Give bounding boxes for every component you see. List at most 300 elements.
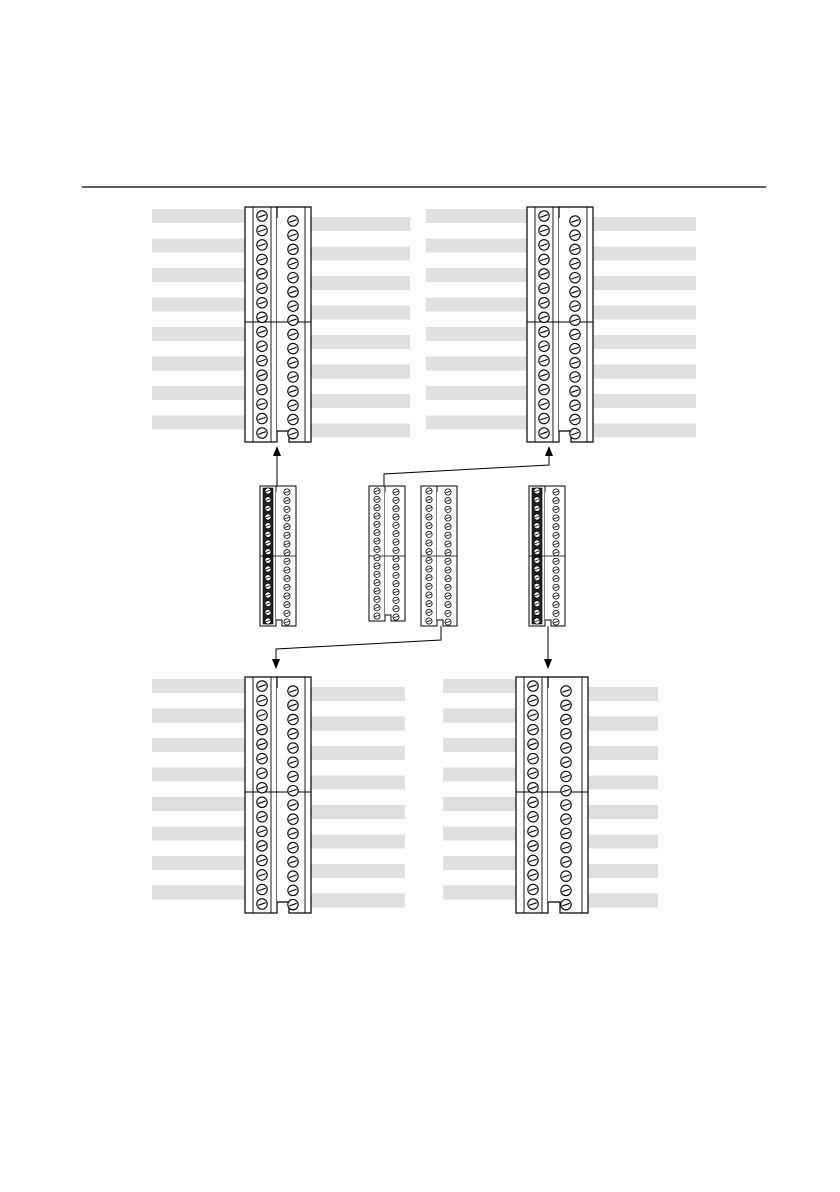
left-signal-label-bar <box>426 416 527 430</box>
terminal-screw-icon <box>265 592 271 598</box>
terminal-screw-icon <box>534 566 540 572</box>
terminal-screw-icon <box>288 828 298 838</box>
right-signal-label-bar <box>593 276 696 290</box>
terminal-screw-icon <box>393 564 399 570</box>
terminal-screw-icon <box>534 575 540 581</box>
right-signal-label-bar <box>311 276 410 290</box>
terminal-screw-icon <box>528 812 538 822</box>
terminal-screw-icon <box>265 618 271 624</box>
terminal-screw-icon <box>553 498 559 504</box>
terminal-screw-icon <box>257 739 267 749</box>
terminal-screw-icon <box>561 714 571 724</box>
right-signal-label-bar <box>588 687 658 701</box>
terminal-screw-icon <box>445 619 451 625</box>
terminal-screw-icon <box>534 592 540 598</box>
right-signal-label-bar <box>588 805 658 819</box>
terminal-screw-icon <box>284 558 290 564</box>
terminal-screw-icon <box>257 899 267 909</box>
terminal-screw-icon <box>257 312 267 322</box>
terminal-screw-icon <box>528 783 538 793</box>
terminal-screw-icon <box>288 358 298 368</box>
left-signal-label-bar <box>443 856 516 870</box>
right-signal-label-bar <box>311 247 410 261</box>
terminal-screw-icon <box>257 298 267 308</box>
right-signal-label-bar <box>311 306 410 320</box>
overview-terminal-block-small-1 <box>260 486 296 626</box>
left-signal-label-bar <box>426 209 527 223</box>
terminal-screw-icon <box>257 384 267 394</box>
left-signal-label-bar <box>152 298 245 312</box>
terminal-screw-icon <box>284 515 290 521</box>
terminal-screw-icon <box>257 884 267 894</box>
terminal-screw-icon <box>570 230 580 240</box>
terminal-screw-icon <box>426 609 432 615</box>
left-signal-label-bar <box>152 709 245 723</box>
terminal-screw-icon <box>528 681 538 691</box>
left-signal-label-bar <box>152 268 245 282</box>
left-signal-label-bar <box>152 327 245 341</box>
terminal-screw-icon <box>265 514 271 520</box>
right-signal-label-bar <box>311 687 405 701</box>
terminal-screw-icon <box>561 743 571 753</box>
terminal-screw-icon <box>553 619 559 625</box>
terminal-screw-icon <box>528 768 538 778</box>
left-signal-label-bar <box>443 827 516 841</box>
terminal-screw-icon <box>393 614 399 620</box>
right-signal-label-bar <box>311 335 410 349</box>
right-signal-label-bar <box>593 217 696 231</box>
terminal-screw-icon <box>445 567 451 573</box>
terminal-screw-icon <box>570 329 580 339</box>
terminal-screw-icon <box>553 515 559 521</box>
left-signal-label-bar <box>426 239 527 253</box>
terminal-screw-icon <box>539 370 549 380</box>
terminal-screw-icon <box>393 581 399 587</box>
terminal-screw-icon <box>570 372 580 382</box>
right-signal-label-bar <box>593 306 696 320</box>
left-signal-label-bar <box>152 239 245 253</box>
terminal-screw-icon <box>288 729 298 739</box>
right-signal-label-bar <box>311 365 410 379</box>
right-signal-label-bar <box>311 894 405 908</box>
left-signal-label-bar <box>152 357 245 371</box>
terminal-screw-icon <box>257 870 267 880</box>
terminal-screw-icon <box>539 240 549 250</box>
terminal-screw-icon <box>570 287 580 297</box>
right-signal-label-bar <box>588 894 658 908</box>
left-signal-label-bar <box>443 797 516 811</box>
terminal-screw-icon <box>553 593 559 599</box>
terminal-screw-icon <box>265 523 271 529</box>
terminal-screw-icon <box>534 557 540 563</box>
terminal-screw-icon <box>288 714 298 724</box>
terminal-screw-icon <box>426 514 432 520</box>
terminal-screw-icon <box>539 384 549 394</box>
terminal-screw-icon <box>288 400 298 410</box>
left-signal-label-bar <box>426 268 527 282</box>
right-signal-label-bar <box>593 394 696 408</box>
left-signal-label-bar <box>152 797 245 811</box>
terminal-screw-icon <box>445 610 451 616</box>
terminal-screw-icon <box>257 826 267 836</box>
terminal-screw-icon <box>553 532 559 538</box>
terminal-screw-icon <box>288 386 298 396</box>
terminal-screw-icon <box>284 602 290 608</box>
terminal-screw-icon <box>534 488 540 494</box>
terminal-screw-icon <box>534 505 540 511</box>
terminal-screw-icon <box>257 768 267 778</box>
terminal-screw-icon <box>374 563 380 569</box>
right-signal-label-bar <box>311 217 410 231</box>
terminal-screw-icon <box>445 558 451 564</box>
terminal-screw-icon <box>393 589 399 595</box>
terminal-screw-icon <box>265 583 271 589</box>
terminal-screw-icon <box>553 584 559 590</box>
terminal-screw-icon <box>539 327 549 337</box>
right-signal-label-bar <box>311 864 405 878</box>
terminal-screw-icon <box>257 855 267 865</box>
terminal-screw-icon <box>393 497 399 503</box>
terminal-screw-icon <box>528 884 538 894</box>
terminal-screw-icon <box>553 489 559 495</box>
right-signal-label-bar <box>588 717 658 731</box>
terminal-screw-icon <box>445 550 451 556</box>
terminal-screw-icon <box>539 399 549 409</box>
terminal-screw-icon <box>288 785 298 795</box>
terminal-screw-icon <box>553 610 559 616</box>
terminal-screw-icon <box>534 523 540 529</box>
overview-terminal-block-small-4 <box>529 486 565 626</box>
connector-arrow <box>276 626 441 668</box>
left-signal-label-bar <box>152 386 245 400</box>
terminal-screw-icon <box>539 341 549 351</box>
terminal-screw-icon <box>539 413 549 423</box>
right-signal-label-bar <box>311 835 405 849</box>
terminal-screw-icon <box>257 211 267 221</box>
terminal-screw-icon <box>426 531 432 537</box>
terminal-screw-icon <box>284 619 290 625</box>
terminal-screw-icon <box>257 797 267 807</box>
left-signal-label-bar <box>152 209 245 223</box>
terminal-screw-icon <box>539 211 549 221</box>
terminal-screw-icon <box>288 301 298 311</box>
terminal-screw-icon <box>561 885 571 895</box>
terminal-screw-icon <box>426 488 432 494</box>
terminal-screw-icon <box>288 343 298 353</box>
terminal-screw-icon <box>257 681 267 691</box>
terminal-screw-icon <box>265 549 271 555</box>
terminal-screw-icon <box>561 686 571 696</box>
right-signal-label-bar <box>311 776 405 790</box>
terminal-screw-icon <box>393 547 399 553</box>
terminal-screw-icon <box>257 710 267 720</box>
terminal-screw-icon <box>426 549 432 555</box>
terminal-screw-icon <box>284 550 290 556</box>
terminal-screw-icon <box>288 686 298 696</box>
terminal-screw-icon <box>257 753 267 763</box>
terminal-screw-icon <box>426 618 432 624</box>
terminal-screw-icon <box>288 857 298 867</box>
terminal-screw-icon <box>561 800 571 810</box>
terminal-screw-icon <box>570 258 580 268</box>
terminal-screw-icon <box>426 566 432 572</box>
detail-terminal-block-bottom-left <box>245 677 311 913</box>
terminal-screw-icon <box>288 414 298 424</box>
terminal-screw-icon <box>570 386 580 396</box>
terminal-screw-icon <box>426 583 432 589</box>
terminal-screw-icon <box>539 269 549 279</box>
terminal-screw-icon <box>528 826 538 836</box>
right-signal-label-bar <box>593 365 696 379</box>
left-signal-label-bar <box>152 416 245 430</box>
terminal-screw-icon <box>393 489 399 495</box>
terminal-screw-icon <box>284 576 290 582</box>
terminal-screw-icon <box>284 541 290 547</box>
left-signal-label-bar <box>426 298 527 312</box>
terminal-screw-icon <box>393 514 399 520</box>
terminal-screw-icon <box>426 557 432 563</box>
terminal-screw-icon <box>570 414 580 424</box>
terminal-screw-icon <box>257 370 267 380</box>
terminal-screw-icon <box>426 505 432 511</box>
terminal-screw-icon <box>284 524 290 530</box>
terminal-screw-icon <box>445 524 451 530</box>
terminal-screw-icon <box>426 601 432 607</box>
terminal-screw-icon <box>570 400 580 410</box>
terminal-screw-icon <box>534 601 540 607</box>
terminal-screw-icon <box>257 355 267 365</box>
terminal-screw-icon <box>374 538 380 544</box>
terminal-screw-icon <box>288 244 298 254</box>
terminal-screw-icon <box>257 283 267 293</box>
left-signal-label-bar <box>152 856 245 870</box>
terminal-screw-icon <box>445 489 451 495</box>
terminal-screw-icon <box>393 506 399 512</box>
terminal-screw-icon <box>284 506 290 512</box>
terminal-screw-icon <box>561 729 571 739</box>
terminal-screw-icon <box>445 506 451 512</box>
terminal-screw-icon <box>374 596 380 602</box>
left-signal-label-bar <box>443 679 516 693</box>
detail-terminal-block-bottom-right <box>516 677 588 913</box>
terminal-screw-icon <box>539 428 549 438</box>
terminal-screw-icon <box>528 841 538 851</box>
terminal-screw-icon <box>528 870 538 880</box>
terminal-screw-icon <box>288 800 298 810</box>
left-signal-label-bar <box>426 327 527 341</box>
terminal-screw-icon <box>288 842 298 852</box>
terminal-screw-icon <box>561 899 571 909</box>
left-signal-label-bar <box>426 357 527 371</box>
terminal-screw-icon <box>426 540 432 546</box>
terminal-screw-icon <box>284 532 290 538</box>
terminal-screw-icon <box>265 488 271 494</box>
detail-terminal-block-top-left <box>245 207 311 442</box>
terminal-screw-icon <box>288 771 298 781</box>
terminal-screw-icon <box>374 513 380 519</box>
terminal-screw-icon <box>445 541 451 547</box>
terminal-screw-icon <box>288 885 298 895</box>
left-signal-label-bar <box>152 886 245 900</box>
terminal-screw-icon <box>539 298 549 308</box>
terminal-screw-icon <box>570 244 580 254</box>
terminal-screw-icon <box>393 539 399 545</box>
terminal-screw-icon <box>288 216 298 226</box>
terminal-screw-icon <box>570 343 580 353</box>
terminal-screw-icon <box>528 855 538 865</box>
right-signal-label-bar <box>311 717 405 731</box>
right-signal-label-bar <box>588 776 658 790</box>
terminal-screw-icon <box>265 497 271 503</box>
right-signal-label-bar <box>588 864 658 878</box>
terminal-screw-icon <box>265 566 271 572</box>
detail-terminal-block-top-right <box>527 207 593 442</box>
terminal-screw-icon <box>288 372 298 382</box>
left-signal-label-bar <box>443 709 516 723</box>
terminal-screw-icon <box>393 522 399 528</box>
terminal-screw-icon <box>284 498 290 504</box>
terminal-screw-icon <box>393 556 399 562</box>
terminal-screw-icon <box>539 225 549 235</box>
terminal-screw-icon <box>534 514 540 520</box>
terminal-screw-icon <box>553 524 559 530</box>
terminal-screw-icon <box>288 899 298 909</box>
right-signal-label-bar <box>588 746 658 760</box>
terminal-screw-icon <box>374 488 380 494</box>
terminal-screw-icon <box>539 355 549 365</box>
terminal-screw-icon <box>445 602 451 608</box>
terminal-screw-icon <box>528 724 538 734</box>
terminal-screw-icon <box>539 312 549 322</box>
left-signal-label-bar <box>426 386 527 400</box>
terminal-screw-icon <box>257 341 267 351</box>
terminal-screw-icon <box>288 230 298 240</box>
terminal-screw-icon <box>393 597 399 603</box>
terminal-screw-icon <box>445 498 451 504</box>
right-signal-label-bar <box>593 424 696 438</box>
left-signal-label-bar <box>443 738 516 752</box>
terminal-screw-icon <box>265 609 271 615</box>
terminal-screw-icon <box>288 287 298 297</box>
right-signal-label-bar <box>593 335 696 349</box>
right-signal-label-bar <box>593 247 696 261</box>
terminal-screw-icon <box>284 567 290 573</box>
terminal-screw-icon <box>534 549 540 555</box>
terminal-screw-icon <box>288 258 298 268</box>
terminal-screw-icon <box>570 358 580 368</box>
terminal-screw-icon <box>288 315 298 325</box>
left-signal-label-bar <box>443 886 516 900</box>
terminal-screw-icon <box>265 505 271 511</box>
terminal-screw-icon <box>257 724 267 734</box>
terminal-screw-icon <box>257 695 267 705</box>
terminal-screw-icon <box>539 254 549 264</box>
terminal-screw-icon <box>374 605 380 611</box>
terminal-screw-icon <box>374 496 380 502</box>
left-signal-label-bar <box>443 768 516 782</box>
terminal-screw-icon <box>288 700 298 710</box>
connector-arrow <box>384 447 549 486</box>
terminal-screw-icon <box>374 530 380 536</box>
terminal-screw-icon <box>528 797 538 807</box>
terminal-screw-icon <box>561 842 571 852</box>
terminal-screw-icon <box>284 489 290 495</box>
terminal-screw-icon <box>284 593 290 599</box>
terminal-screw-icon <box>393 572 399 578</box>
terminal-screw-icon <box>445 576 451 582</box>
terminal-screw-icon <box>374 505 380 511</box>
terminal-screw-icon <box>445 532 451 538</box>
terminal-screw-icon <box>257 841 267 851</box>
terminal-screw-icon <box>393 531 399 537</box>
terminal-screw-icon <box>265 531 271 537</box>
terminal-screw-icon <box>553 567 559 573</box>
terminal-screw-icon <box>374 555 380 561</box>
terminal-screw-icon <box>374 546 380 552</box>
terminal-screw-icon <box>445 593 451 599</box>
terminal-screw-icon <box>426 592 432 598</box>
terminal-screw-icon <box>426 497 432 503</box>
terminal-screw-icon <box>374 613 380 619</box>
terminal-screw-icon <box>288 743 298 753</box>
terminal-screw-icon <box>570 315 580 325</box>
terminal-screw-icon <box>528 739 538 749</box>
terminal-screw-icon <box>561 857 571 867</box>
terminal-screw-icon <box>561 871 571 881</box>
terminal-screw-icon <box>445 584 451 590</box>
terminal-screw-icon <box>561 771 571 781</box>
left-signal-label-bar <box>152 827 245 841</box>
overview-terminal-block-small-2 <box>369 486 405 621</box>
terminal-screw-icon <box>561 757 571 767</box>
left-signal-label-bar <box>152 738 245 752</box>
terminal-screw-icon <box>534 583 540 589</box>
right-signal-label-bar <box>311 424 410 438</box>
right-signal-label-bar <box>311 805 405 819</box>
terminal-screw-icon <box>288 814 298 824</box>
terminal-screw-icon <box>561 700 571 710</box>
terminal-screw-icon <box>528 899 538 909</box>
terminal-screw-icon <box>257 413 267 423</box>
terminal-screw-icon <box>534 540 540 546</box>
terminal-screw-icon <box>288 428 298 438</box>
terminal-screw-icon <box>257 240 267 250</box>
right-signal-label-bar <box>311 394 410 408</box>
terminal-screw-icon <box>288 273 298 283</box>
terminal-screw-icon <box>265 601 271 607</box>
terminal-screw-icon <box>534 609 540 615</box>
terminal-screw-icon <box>257 783 267 793</box>
terminal-screw-icon <box>257 399 267 409</box>
terminal-screw-icon <box>257 269 267 279</box>
terminal-screw-icon <box>570 301 580 311</box>
terminal-screw-icon <box>528 710 538 720</box>
terminal-screw-icon <box>561 785 571 795</box>
overview-terminal-block-small-3 <box>421 486 457 626</box>
terminal-screw-icon <box>288 757 298 767</box>
left-signal-label-bar <box>152 679 245 693</box>
terminal-screw-icon <box>553 541 559 547</box>
terminal-screw-icon <box>257 225 267 235</box>
terminal-screw-icon <box>445 515 451 521</box>
terminal-screw-icon <box>374 521 380 527</box>
terminal-screw-icon <box>265 575 271 581</box>
terminal-screw-icon <box>553 550 559 556</box>
terminal-screw-icon <box>257 327 267 337</box>
terminal-screw-icon <box>257 812 267 822</box>
terminal-screw-icon <box>265 540 271 546</box>
terminal-screw-icon <box>528 695 538 705</box>
